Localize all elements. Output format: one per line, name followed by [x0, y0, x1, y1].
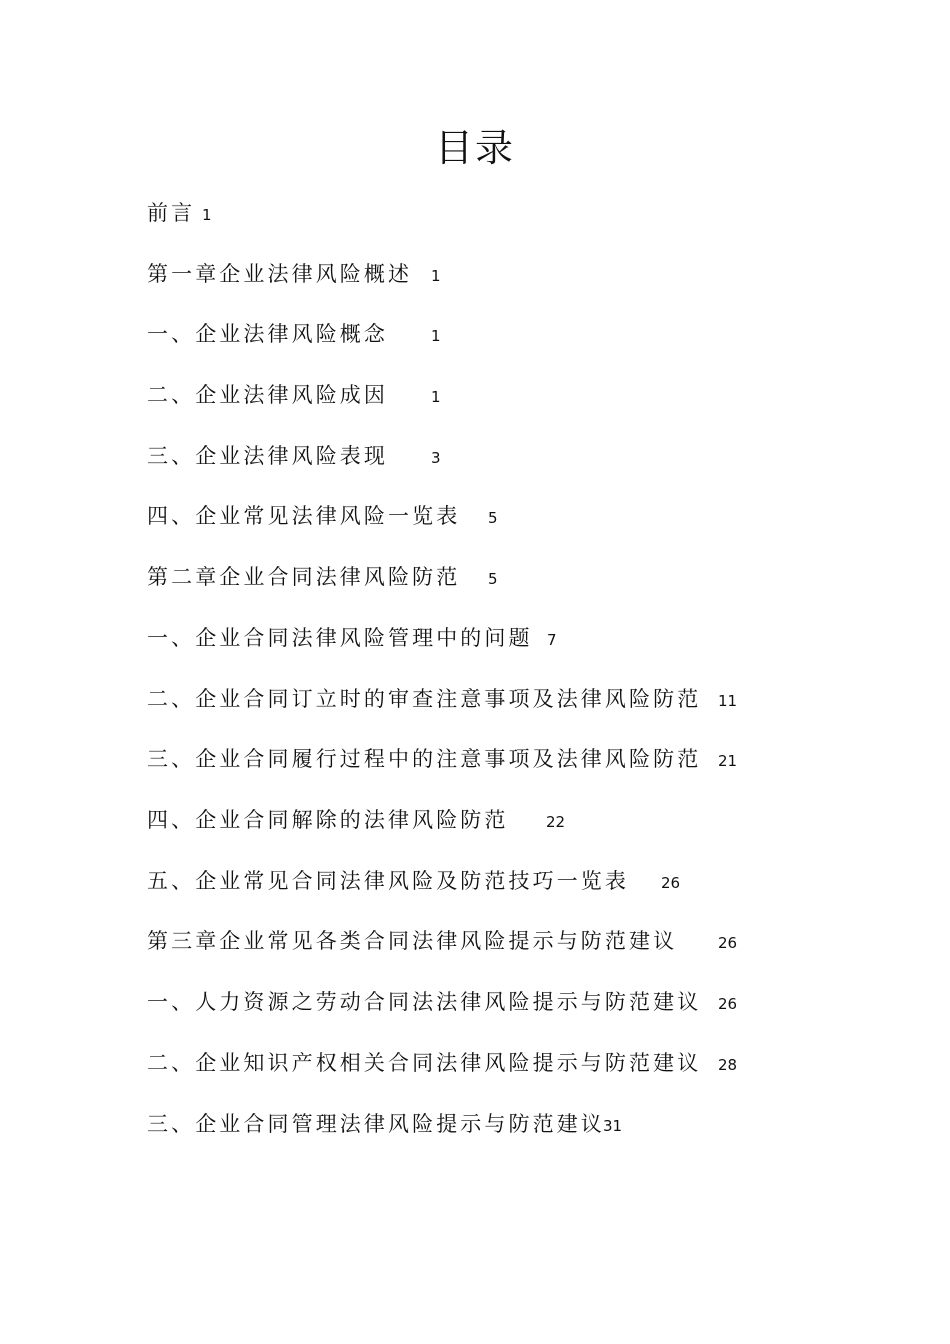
toc-entry-page: 26 — [718, 934, 738, 952]
toc-entry-label: 三、企业合同履行过程中的注意事项及法律风险防范 — [147, 747, 702, 771]
toc-entry-label: 二、企业法律风险成因 — [147, 383, 388, 407]
toc-entry-page: 22 — [546, 813, 566, 831]
toc-title: 目录 — [434, 126, 515, 170]
toc-entry-label: 三、企业合同管理法律风险提示与防范建议 — [147, 1112, 605, 1136]
toc-entry-page: 31 — [603, 1117, 623, 1135]
toc-entry-page: 1 — [431, 388, 441, 406]
toc-entry-page: 1 — [202, 206, 212, 224]
toc-entry-page: 11 — [718, 692, 738, 710]
toc-entry-label: 一、企业法律风险概念 — [147, 322, 388, 346]
toc-entry-page: 26 — [718, 995, 738, 1013]
toc-entry-page: 21 — [718, 752, 738, 770]
toc-entry-page: 26 — [661, 874, 681, 892]
toc-entry-label: 四、企业常见法律风险一览表 — [147, 504, 461, 528]
toc-entry-label: 一、人力资源之劳动合同法法律风险提示与防范建议 — [147, 990, 702, 1014]
toc-entry-label: 第三章企业常见各类合同法律风险提示与防范建议 — [147, 929, 678, 953]
toc-entry-label: 二、企业合同订立时的审查注意事项及法律风险防范 — [147, 687, 702, 711]
toc-entry-label: 第二章企业合同法律风险防范 — [147, 565, 461, 589]
toc-entry-page: 28 — [718, 1056, 738, 1074]
toc-entry-label: 前言 — [147, 201, 196, 225]
toc-entry-label: 第一章企业法律风险概述 — [147, 262, 413, 286]
toc-entry-page: 7 — [547, 631, 557, 649]
toc-entry-page: 1 — [431, 267, 441, 285]
toc-entry-page: 3 — [431, 449, 441, 467]
toc-entry-page: 5 — [488, 509, 498, 527]
toc-entry-label: 二、企业知识产权相关合同法律风险提示与防范建议 — [147, 1051, 702, 1075]
toc-entry-label: 四、企业合同解除的法律风险防范 — [147, 808, 509, 832]
toc-entry-page: 5 — [488, 570, 498, 588]
toc-entry-label: 三、企业法律风险表现 — [147, 444, 388, 468]
toc-entry-label: 一、企业合同法律风险管理中的问题 — [147, 626, 533, 650]
toc-entry-label: 五、企业常见合同法律风险及防范技巧一览表 — [147, 869, 629, 893]
toc-entry-page: 1 — [431, 327, 441, 345]
